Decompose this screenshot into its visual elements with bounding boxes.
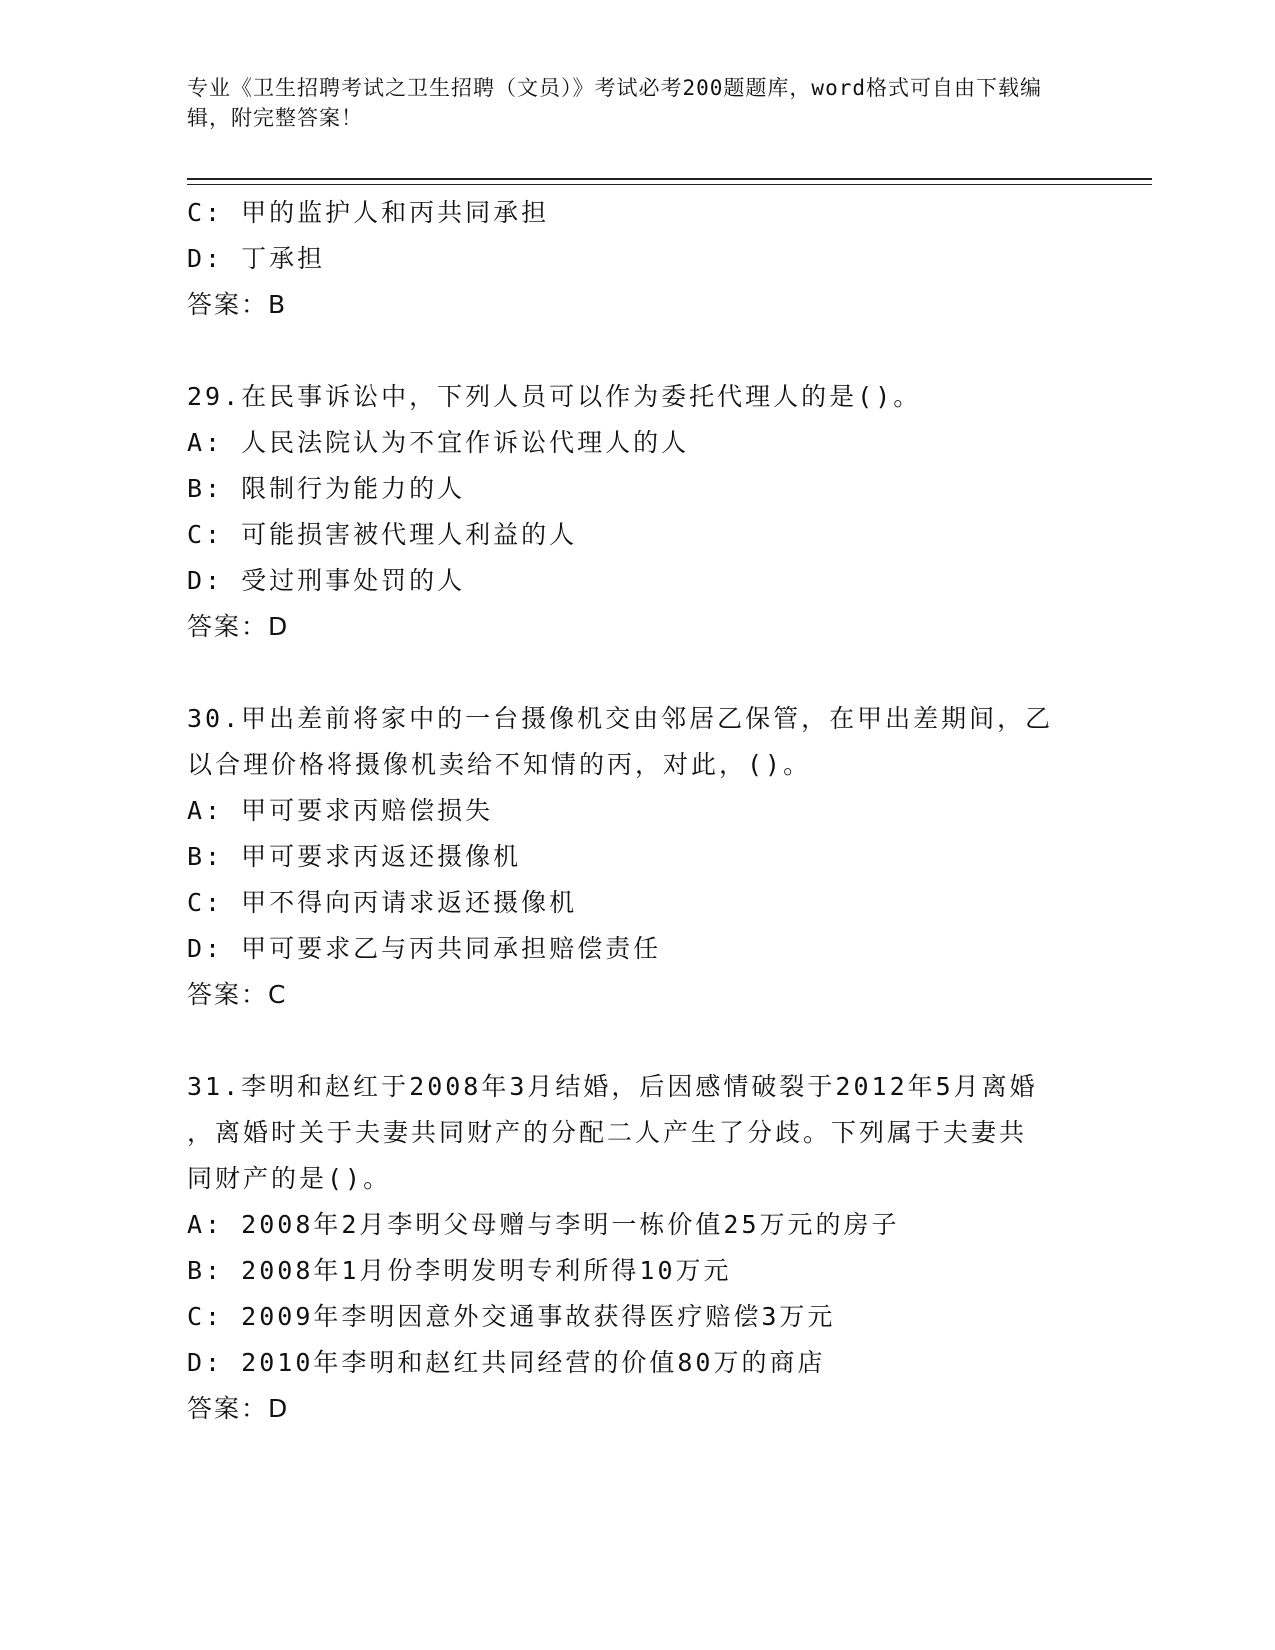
spacer <box>187 328 1087 374</box>
question-stem-line-3: 同财产的是()。 <box>187 1164 392 1193</box>
option-b: B: 甲可要求丙返还摄像机 <box>187 842 522 871</box>
answer-line: 答案：B <box>187 290 288 319</box>
header-divider-thin <box>187 184 1152 185</box>
option-b: B: 2008年1月份李明发明专利所得10万元 <box>187 1256 732 1285</box>
question-31 <box>187 1064 1087 1432</box>
option-c: C: 甲不得向丙请求返还摄像机 <box>187 888 578 917</box>
answer-line: 答案：D <box>187 1394 290 1423</box>
option-c: C: 2009年李明因意外交通事故获得医疗赔偿3万元 <box>187 1302 836 1331</box>
option-a: A: 2008年2月李明父母赠与李明一栋价值25万元的房子 <box>187 1210 900 1239</box>
option-d: D: 丁承担 <box>187 244 326 273</box>
option-d: D: 2010年李明和赵红共同经营的价值80万的商店 <box>187 1348 826 1377</box>
question-stem-line-2: 以合理价格将摄像机卖给不知情的丙，对此，()。 <box>187 750 812 779</box>
spacer <box>187 650 1087 696</box>
answer-line: 答案：C <box>187 980 288 1009</box>
answer-line: 答案：D <box>187 612 290 641</box>
question-stem-line-1: 31.李明和赵红于2008年3月结婚，后因感情破裂于2012年5月离婚 <box>187 1072 1038 1101</box>
option-d: D: 受过刑事处罚的人 <box>187 566 466 595</box>
header-text: 专业《卫生招聘考试之卫生招聘（文员）》考试必考200题题库，word格式可自由下载编辑，附完整答案！ <box>187 76 1042 130</box>
option-a: A: 人民法院认为不宜作诉讼代理人的人 <box>187 428 690 457</box>
question-stem: 29.在民事诉讼中，下列人员可以作为委托代理人的是()。 <box>187 382 922 411</box>
question-stem-line-2: ，离婚时关于夫妻共同财产的分配二人产生了分歧。下列属于夫妻共 <box>187 1118 1028 1147</box>
page-header <box>187 73 1067 133</box>
option-d: D: 甲可要求乙与丙共同承担赔偿责任 <box>187 934 662 963</box>
spacer <box>187 1018 1087 1064</box>
option-a: A: 甲可要求丙赔偿损失 <box>187 796 494 825</box>
question-stem-line-1: 30.甲出差前将家中的一台摄像机交由邻居乙保管，在甲出差期间，乙 <box>187 704 1054 733</box>
prev-question <box>187 190 1087 328</box>
option-b: B: 限制行为能力的人 <box>187 474 466 503</box>
header-divider-thick <box>187 178 1152 180</box>
option-c: C: 可能损害被代理人利益的人 <box>187 520 578 549</box>
question-list <box>187 190 1087 1432</box>
option-c: C: 甲的监护人和丙共同承担 <box>187 198 550 227</box>
question-30 <box>187 696 1087 1018</box>
question-29 <box>187 374 1087 650</box>
